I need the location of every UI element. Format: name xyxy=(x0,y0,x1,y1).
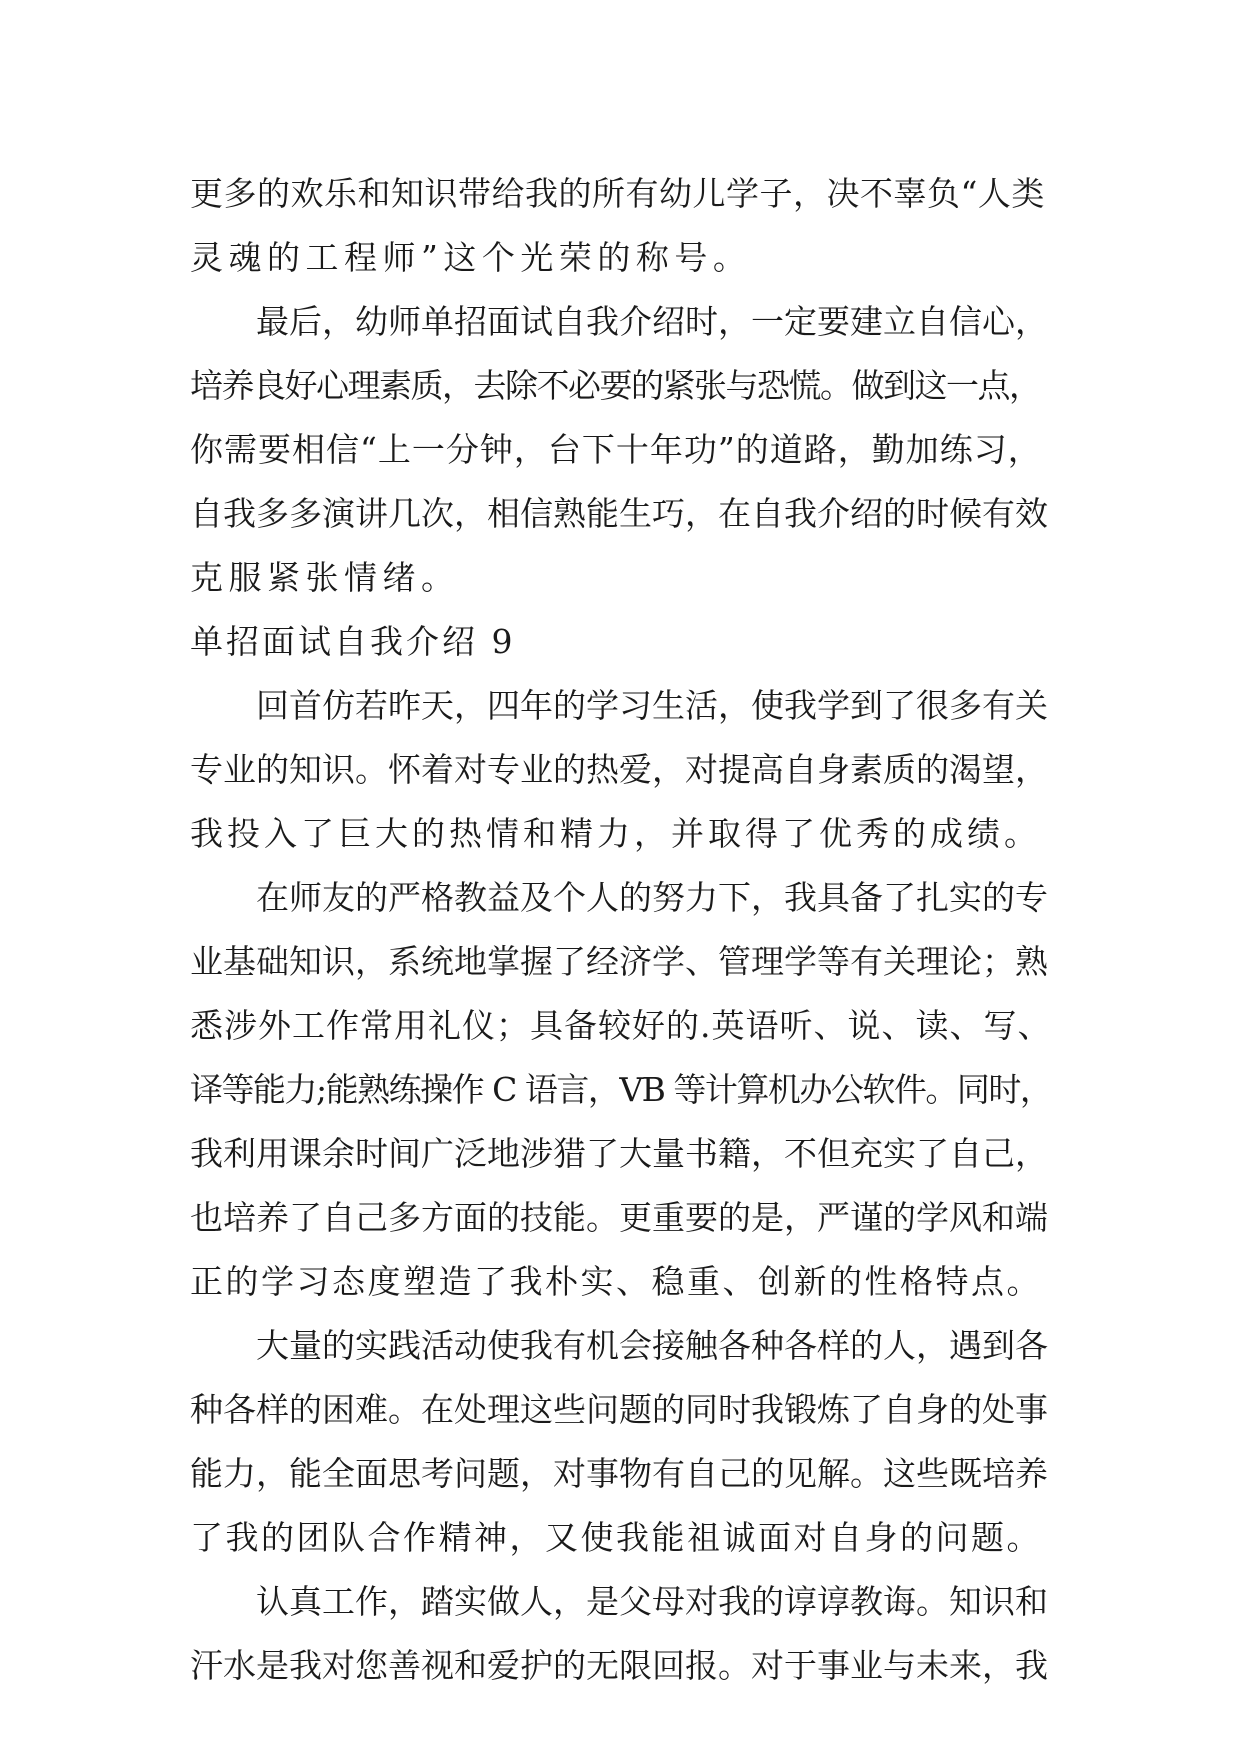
paragraph-start-line: 在师友的严格教益及个人的努力下，我具备了扎实的专 xyxy=(256,878,1048,917)
document-page xyxy=(190,162,1052,1698)
text-line: 汗水是我对您善视和爱护的无限回报。对于事业与未来，我 xyxy=(190,1646,1048,1685)
text-line: 你需要相信“上一分钟，台下十年功”的道路，勤加练习， xyxy=(190,430,1042,469)
paragraph-start-line: 认真工作，踏实做人，是父母对我的谆谆教诲。知识和 xyxy=(256,1582,1048,1621)
text-line: 我投入了巨大的热情和精力，并取得了优秀的成绩。 xyxy=(190,814,1041,853)
text-line: 克服紧张情绪。 xyxy=(190,558,460,597)
text-line: 自我多多演讲几次，相信熟能生巧，在自我介绍的时候有效 xyxy=(190,494,1048,533)
text-line: 了我的团队合作精神，又使我能祖诚面对自身的问题。 xyxy=(190,1518,1042,1557)
text-line: 能力，能全面思考问题，对事物有自己的见解。这些既培养 xyxy=(190,1454,1048,1493)
text-line: 培养良好心理素质，去除不必要的紧张与恐慌。做到这一点， xyxy=(190,366,1041,405)
paragraph-start-line: 大量的实践活动使我有机会接触各种各样的人，遇到各 xyxy=(256,1326,1048,1365)
text-line: 悉涉外工作常用礼仪；具备较好的.英语听、说、读、写、 xyxy=(190,1006,1052,1045)
text-line: 灵魂的工程师”这个光荣的称号。 xyxy=(190,238,752,277)
text-line: 译等能力;能熟练操作 C 语言，VB 等计算机办公软件。同时， xyxy=(190,1070,1052,1109)
paragraph-start-line: 最后，幼师单招面试自我介绍时，一定要建立自信心， xyxy=(256,302,1048,341)
paragraph-start-line: 回首仿若昨天，四年的学习生活，使我学到了很多有关 xyxy=(256,686,1048,725)
text-line: 也培养了自己多方面的技能。更重要的是，严谨的学风和端 xyxy=(190,1198,1048,1237)
text-line: 更多的欢乐和知识带给我的所有幼儿学子，决不辜负“人类 xyxy=(190,174,1045,213)
text-line: 正的学习态度塑造了我朴实、稳重、创新的性格特点。 xyxy=(190,1262,1042,1301)
text-line: 种各样的困难。在处理这些问题的同时我锻炼了自身的处事 xyxy=(190,1390,1048,1429)
text-line: 业基础知识，系统地掌握了经济学、管理学等有关理论；熟 xyxy=(190,942,1048,981)
section-heading: 单招面试自我介绍 9 xyxy=(190,622,516,661)
text-line: 我利用课余时间广泛地涉猎了大量书籍，不但充实了自己， xyxy=(190,1134,1048,1173)
text-line: 专业的知识。怀着对专业的热爱，对提高自身素质的渴望， xyxy=(190,750,1048,789)
